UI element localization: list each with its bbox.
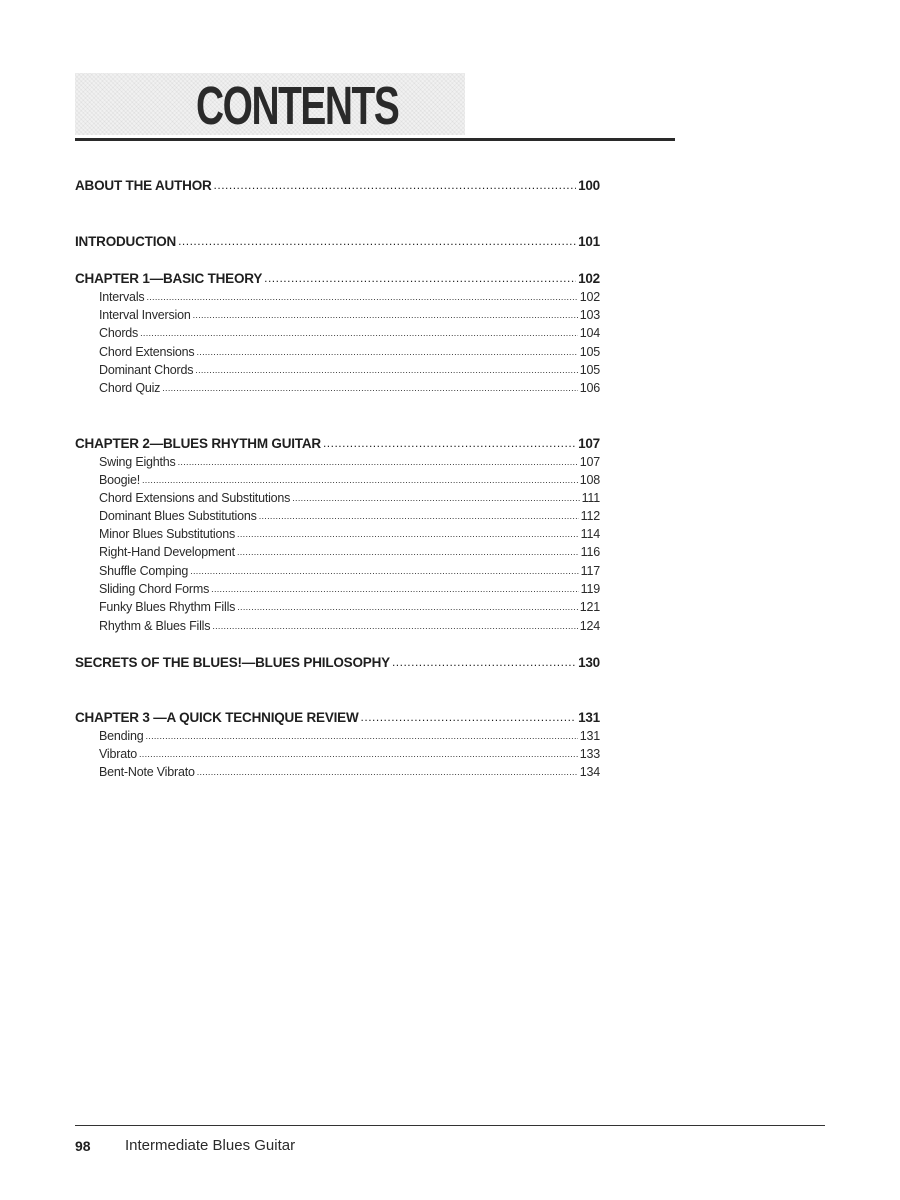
toc-subentry-page: 119 [580, 582, 600, 596]
dot-leader [264, 270, 576, 285]
footer-page-number: 98 [75, 1138, 91, 1154]
dot-leader [197, 764, 578, 778]
toc-subentry-label: Vibrato [99, 747, 137, 761]
toc-subentry-label: Sliding Chord Forms [99, 582, 210, 596]
toc-entry-page: 101 [578, 234, 600, 249]
toc-entry-label: ABOUT THE AUTHOR [75, 178, 212, 193]
toc-subentry [75, 619, 600, 633]
toc-subentry [75, 765, 600, 779]
toc-entry-secrets-of-the-blues [75, 655, 600, 670]
toc-subentry-label: Rhythm & Blues Fills [99, 619, 211, 633]
toc-subentry-label: Bending [99, 729, 144, 743]
toc-subentry-label: Chord Extensions and Substitutions [99, 491, 291, 505]
toc-subentry-page: 124 [579, 619, 600, 633]
dot-leader [361, 709, 577, 724]
toc-subentry [75, 455, 600, 469]
toc-subentry-label: Dominant Blues Substitutions [99, 509, 257, 523]
toc-entry-page: 102 [578, 271, 600, 286]
page-title: CONTENTS [196, 76, 399, 136]
toc-subentry-page: 112 [580, 509, 600, 523]
toc-subentry [75, 381, 600, 395]
toc-subentry-label: Chord Extensions [99, 345, 195, 359]
dot-leader [145, 728, 577, 742]
toc-subentry-page: 102 [579, 290, 600, 304]
toc-subentry [75, 290, 600, 304]
toc-subentry-label: Minor Blues Substitutions [99, 527, 236, 541]
footer-rule [75, 1125, 825, 1126]
toc-subentry [75, 747, 600, 761]
toc-subentry-page: 131 [579, 729, 600, 743]
dot-leader [212, 618, 577, 632]
toc-subentry-label: Dominant Chords [99, 363, 194, 377]
toc-subentry-label: Boogie! [99, 473, 140, 487]
dot-leader [140, 325, 578, 339]
toc-subentry-page: 121 [579, 600, 600, 614]
toc-subentry-page: 116 [580, 545, 600, 559]
dot-leader [237, 544, 579, 558]
toc-subentry-label: Shuffle Comping [99, 564, 189, 578]
toc-subentry-label: Chords [99, 326, 139, 340]
toc-entry-chapter-1 [75, 271, 600, 286]
toc-subentry [75, 545, 600, 559]
header-rule [75, 138, 675, 141]
toc-subentry-page: 108 [579, 473, 600, 487]
dot-leader [259, 508, 579, 522]
dot-leader [237, 526, 579, 540]
dot-leader [142, 472, 578, 486]
toc-entry-chapter-3 [75, 710, 600, 725]
toc-subentry-page: 133 [579, 747, 600, 761]
toc-subentry [75, 491, 600, 505]
toc-subentry [75, 345, 600, 359]
toc-entry-label: CHAPTER 1—BASIC THEORY [75, 271, 263, 286]
toc-subentry [75, 326, 600, 340]
dot-leader [214, 177, 577, 192]
toc-subentry-page: 106 [579, 381, 600, 395]
toc-subentry [75, 363, 600, 377]
toc-entry-label: CHAPTER 3 —A QUICK TECHNIQUE REVIEW [75, 710, 359, 725]
dot-leader [190, 563, 578, 577]
toc-entry-introduction [75, 234, 600, 249]
dot-leader [211, 581, 579, 595]
dot-leader [292, 490, 579, 504]
toc-subentry [75, 527, 600, 541]
toc-subentry-page: 105 [579, 363, 600, 377]
dot-leader [196, 344, 577, 358]
toc-subentry-page: 105 [579, 345, 600, 359]
toc-entry-label: SECRETS OF THE BLUES!—BLUES PHILOSOPHY [75, 655, 390, 670]
toc-subentry-page: 104 [579, 326, 600, 340]
toc-subentry-page: 103 [579, 308, 600, 322]
toc-entry-about-the-author [75, 178, 600, 193]
dot-leader [195, 362, 577, 376]
dot-leader [178, 233, 576, 248]
dot-leader [193, 307, 578, 321]
toc-subentry-label: Right-Hand Development [99, 545, 235, 559]
toc-subentry-page: 107 [579, 455, 600, 469]
dot-leader [146, 289, 577, 303]
dot-leader [139, 746, 578, 760]
toc-subentry-page: 134 [579, 765, 600, 779]
toc-subentry-label: Interval Inversion [99, 308, 191, 322]
toc-subentry-page: 117 [580, 564, 600, 578]
toc-entry-chapter-2 [75, 436, 600, 451]
toc-subentry-label: Chord Quiz [99, 381, 161, 395]
toc-subentry-label: Intervals [99, 290, 145, 304]
toc-subentry [75, 729, 600, 743]
toc-entry-page: 130 [578, 655, 600, 670]
toc-subentry-label: Funky Blues Rhythm Fills [99, 600, 236, 614]
dot-leader [323, 435, 576, 450]
toc-subentry [75, 582, 600, 596]
footer-book-title: Intermediate Blues Guitar [125, 1137, 296, 1154]
toc-subentry [75, 473, 600, 487]
toc-subentry-label: Bent-Note Vibrato [99, 765, 195, 779]
dot-leader [392, 654, 576, 669]
toc-subentry-label: Swing Eighths [99, 455, 176, 469]
toc-subentry [75, 564, 600, 578]
toc-subentry-page: 111 [581, 491, 600, 505]
toc-entry-label: INTRODUCTION [75, 234, 177, 249]
dot-leader [162, 380, 578, 394]
toc-subentry [75, 308, 600, 322]
dot-leader [178, 454, 578, 468]
toc-subentry-page: 114 [580, 527, 600, 541]
toc-entry-page: 107 [578, 436, 600, 451]
toc-entry-page: 100 [578, 178, 600, 193]
toc-subentry [75, 509, 600, 523]
toc-entry-label: CHAPTER 2—BLUES RHYTHM GUITAR [75, 436, 321, 451]
toc-entry-page: 131 [578, 710, 600, 725]
dot-leader [237, 599, 578, 613]
toc-subentry [75, 600, 600, 614]
